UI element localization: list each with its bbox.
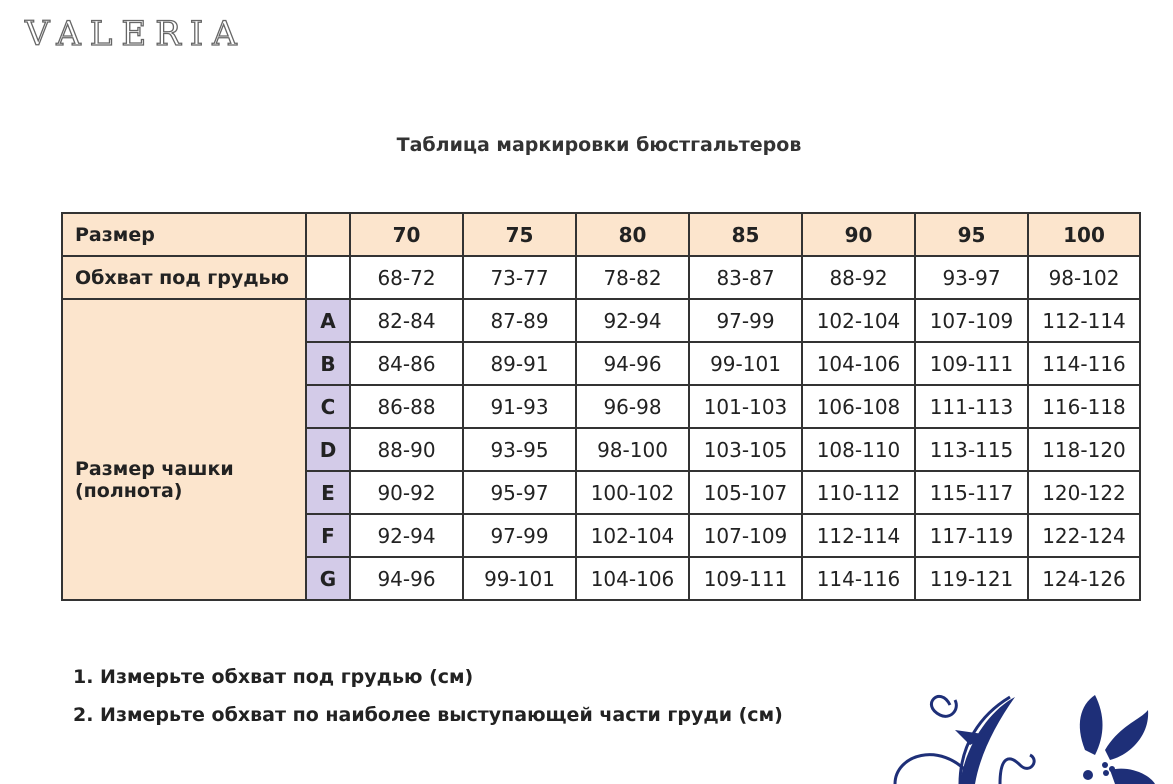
bust-value: 112-114 bbox=[802, 514, 915, 557]
underbust-value: 98-102 bbox=[1028, 256, 1140, 299]
header-row bbox=[62, 213, 1140, 256]
bust-value: 104-106 bbox=[576, 557, 689, 600]
size-header: 80 bbox=[576, 213, 689, 256]
bust-value: 99-101 bbox=[689, 342, 802, 385]
bust-value: 102-104 bbox=[576, 514, 689, 557]
bust-value: 113-115 bbox=[915, 428, 1028, 471]
size-header: 70 bbox=[350, 213, 463, 256]
bust-value: 92-94 bbox=[576, 299, 689, 342]
cup-letter: D bbox=[306, 428, 350, 471]
bust-value: 96-98 bbox=[576, 385, 689, 428]
instruction-1: 1. Измерьте обхват под грудью (см) bbox=[73, 666, 474, 688]
bust-value: 92-94 bbox=[350, 514, 463, 557]
underbust-row bbox=[62, 256, 1140, 299]
cup-letter: E bbox=[306, 471, 350, 514]
bust-value: 118-120 bbox=[1028, 428, 1140, 471]
size-header: 90 bbox=[802, 213, 915, 256]
bust-value: 98-100 bbox=[576, 428, 689, 471]
cup-row bbox=[62, 299, 1140, 342]
underbust-label: Обхват под грудью bbox=[62, 256, 306, 299]
bust-value: 112-114 bbox=[1028, 299, 1140, 342]
cup-letter: G bbox=[306, 557, 350, 600]
bust-value: 106-108 bbox=[802, 385, 915, 428]
bust-value: 107-109 bbox=[689, 514, 802, 557]
instructions bbox=[73, 666, 783, 742]
bust-value: 104-106 bbox=[802, 342, 915, 385]
bust-value: 89-91 bbox=[463, 342, 576, 385]
bust-value: 108-110 bbox=[802, 428, 915, 471]
bust-value: 107-109 bbox=[915, 299, 1028, 342]
empty-cell bbox=[306, 256, 350, 299]
bust-value: 114-116 bbox=[1028, 342, 1140, 385]
bust-value: 120-122 bbox=[1028, 471, 1140, 514]
bust-value: 82-84 bbox=[350, 299, 463, 342]
bust-value: 111-113 bbox=[915, 385, 1028, 428]
bust-value: 95-97 bbox=[463, 471, 576, 514]
floral-ornament bbox=[880, 685, 1173, 784]
cup-letter: F bbox=[306, 514, 350, 557]
cup-label-line2: (полнота) bbox=[75, 479, 183, 502]
bust-value: 84-86 bbox=[350, 342, 463, 385]
underbust-value: 93-97 bbox=[915, 256, 1028, 299]
bust-value: 122-124 bbox=[1028, 514, 1140, 557]
bust-value: 115-117 bbox=[915, 471, 1028, 514]
bust-value: 88-90 bbox=[350, 428, 463, 471]
cup-letter: C bbox=[306, 385, 350, 428]
bust-value: 97-99 bbox=[463, 514, 576, 557]
cup-label-line1: Размер чашки bbox=[75, 457, 234, 480]
bust-value: 94-96 bbox=[576, 342, 689, 385]
bust-value: 91-93 bbox=[463, 385, 576, 428]
bust-value: 93-95 bbox=[463, 428, 576, 471]
size-header: 85 bbox=[689, 213, 802, 256]
underbust-value: 78-82 bbox=[576, 256, 689, 299]
size-header: 75 bbox=[463, 213, 576, 256]
bust-value: 105-107 bbox=[689, 471, 802, 514]
underbust-value: 88-92 bbox=[802, 256, 915, 299]
bust-value: 86-88 bbox=[350, 385, 463, 428]
bust-value: 124-126 bbox=[1028, 557, 1140, 600]
bust-value: 114-116 bbox=[802, 557, 915, 600]
cup-size-label bbox=[62, 299, 306, 600]
underbust-value: 83-87 bbox=[689, 256, 802, 299]
empty-cell bbox=[306, 213, 350, 256]
bust-value: 110-112 bbox=[802, 471, 915, 514]
size-header: 95 bbox=[915, 213, 1028, 256]
cup-letter: B bbox=[306, 342, 350, 385]
bust-value: 109-111 bbox=[915, 342, 1028, 385]
bust-value: 87-89 bbox=[463, 299, 576, 342]
instruction-2: 2. Измерьте обхват по наиболее выступающей части груди (см) bbox=[73, 704, 783, 726]
bust-value: 94-96 bbox=[350, 557, 463, 600]
bust-value: 119-121 bbox=[915, 557, 1028, 600]
bust-value: 103-105 bbox=[689, 428, 802, 471]
bust-value: 116-118 bbox=[1028, 385, 1140, 428]
bust-value: 101-103 bbox=[689, 385, 802, 428]
brand-logo: VALERIA bbox=[25, 14, 246, 54]
cup-letter: A bbox=[306, 299, 350, 342]
bust-value: 117-119 bbox=[915, 514, 1028, 557]
bust-value: 102-104 bbox=[802, 299, 915, 342]
size-chart-table bbox=[61, 212, 1141, 601]
bust-value: 99-101 bbox=[463, 557, 576, 600]
underbust-value: 68-72 bbox=[350, 256, 463, 299]
bust-value: 90-92 bbox=[350, 471, 463, 514]
page-title: Таблица маркировки бюстгальтеров bbox=[396, 134, 802, 156]
bust-value: 97-99 bbox=[689, 299, 802, 342]
size-header: 100 bbox=[1028, 213, 1140, 256]
size-label: Размер bbox=[62, 213, 306, 256]
bust-value: 109-111 bbox=[689, 557, 802, 600]
underbust-value: 73-77 bbox=[463, 256, 576, 299]
bust-value: 100-102 bbox=[576, 471, 689, 514]
